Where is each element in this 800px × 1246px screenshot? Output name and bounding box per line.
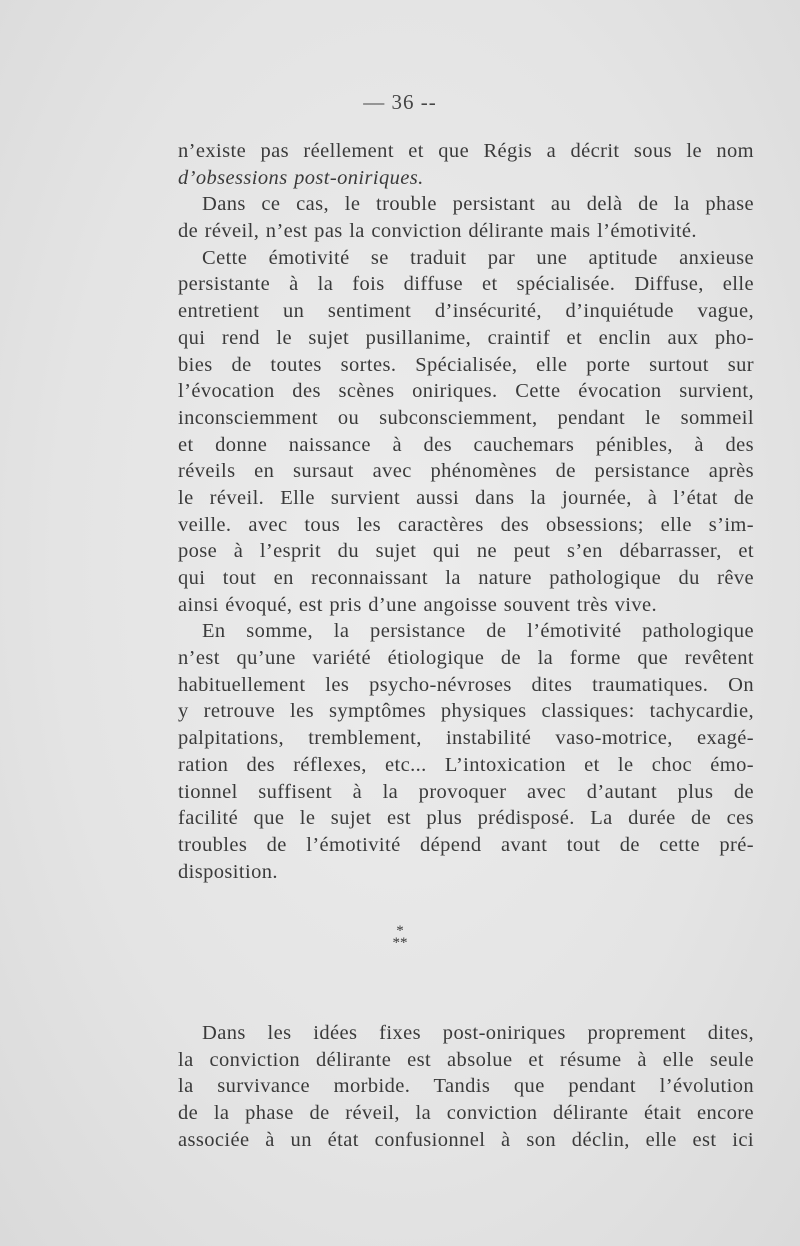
text-line: Dans les idées fixes post-oniriques proprement dites,	[202, 1022, 754, 1044]
text-line: n’est qu’une variété étiologique de la forme que revêtent	[178, 647, 754, 670]
text-line: réveils en sursaut avec phénomènes de persistance après	[178, 460, 754, 483]
text-line: Dans ce cas, le trouble persistant au delà de la phase	[202, 193, 754, 216]
text-line: et donne naissance à des cauchemars pénibles, à des	[178, 433, 754, 456]
text-line: qui tout en reconnaissant la nature pathologique du rêve	[178, 567, 754, 589]
text-line: bies de toutes sortes. Spécialisée, elle porte surtout sur	[178, 353, 754, 376]
text-line: palpitations, tremblement, instabilité vaso-motrice, exagé-	[178, 727, 754, 750]
text-line: veille. avec tous les caractères des obsessions; elle s’im-	[178, 513, 754, 536]
text-line: la conviction délirante est absolue et résume à elle seule	[178, 1048, 754, 1071]
text-line: de réveil, n’est pas la conviction délirante mais l’émotivité.	[178, 220, 697, 243]
asterism-top: *	[396, 923, 404, 939]
text-line: y retrouve les symptômes physiques classiques: tachycardie,	[178, 700, 754, 723]
text-line: troubles de l’émotivité dépend avant tout de cette pré-	[178, 833, 754, 856]
text-line: disposition.	[178, 860, 278, 883]
text-line: associée à un état confusionnel à son déclin, elle est ici	[178, 1128, 754, 1151]
text-line: de la phase de réveil, la conviction délirante était encore	[178, 1102, 754, 1125]
text-line: En somme, la persistance de l’émotivité pathologique	[202, 620, 754, 643]
text-line: habituellement les psycho-névroses dites traumatiques. On	[178, 673, 754, 696]
text-line: ainsi évoqué, est pris d’une angoisse souvent très vive.	[178, 593, 658, 616]
text-line: la survivance morbide. Tandis que pendant l’évolution	[178, 1075, 754, 1098]
text-line: l’évocation des scènes oniriques. Cette évocation survient,	[178, 380, 754, 403]
text-line: facilité que le sujet est plus prédisposé. La durée de ces	[178, 807, 754, 830]
text-line-italic: d’obsessions post-oniriques.	[178, 166, 424, 189]
text-line: qui rend le sujet pusillanime, craintif et enclin aux pho-	[178, 326, 754, 349]
text-line: inconsciemment ou subconsciemment, pendant le sommeil	[178, 406, 754, 429]
text-line: tionnel suffisent à la provoquer avec d’autant plus de	[178, 780, 754, 803]
text-line: ration des réflexes, etc... L’intoxication et le choc émo-	[178, 753, 754, 776]
paragraph-block-1	[178, 138, 754, 885]
section-separator-asterism	[0, 925, 800, 949]
text-line: le réveil. Elle survient aussi dans la journée, à l’état de	[178, 486, 754, 509]
asterism-bottom: **	[392, 935, 408, 951]
text-line: persistante à la fois diffuse et spécialisée. Diffuse, elle	[178, 273, 754, 296]
text-line: entretient un sentiment d’insécurité, d’inquiétude vague,	[178, 300, 754, 323]
text-line: n’existe pas réellement et que Régis a décrit sous le nom	[178, 140, 754, 162]
paragraph-block-2	[178, 1020, 754, 1153]
page-number: — 36 --	[363, 90, 437, 114]
text-line: pose à l’esprit du sujet qui ne peut s’en débarrasser, et	[178, 540, 754, 563]
text-line: Cette émotivité se traduit par une aptitude anxieuse	[202, 246, 754, 269]
